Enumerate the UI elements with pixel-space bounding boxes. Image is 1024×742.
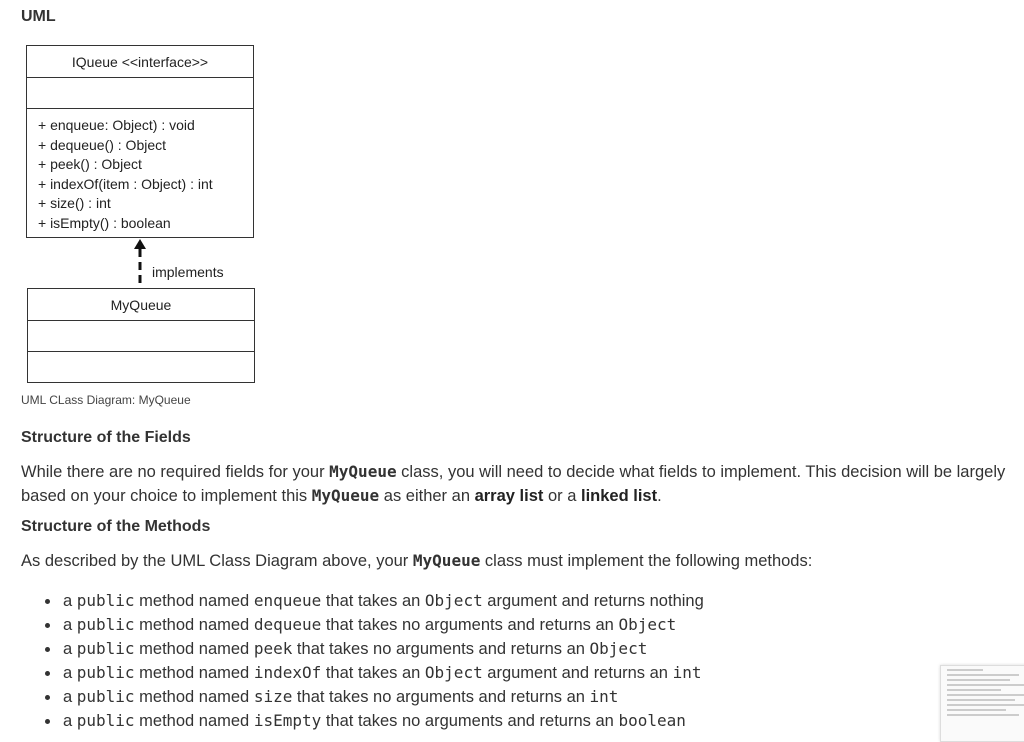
interface-box-iqueue (26, 45, 254, 238)
inline-code: MyQueue (412, 551, 481, 570)
methods-list (21, 589, 704, 733)
class-methods-compartment (28, 352, 254, 382)
class-title: MyQueue (28, 289, 254, 321)
methods-heading: Structure of the Methods (21, 518, 211, 535)
bold-term: array list (474, 487, 544, 505)
list-item: • a public method named enqueue that takes an Object argument and returns nothing (61, 589, 704, 613)
uml-method: + enqueue: Object) : void (38, 117, 195, 133)
list-item: • a public method named peek that takes no arguments and returns an Object (61, 637, 704, 661)
class-box-myqueue (27, 288, 255, 383)
interface-title: IQueue <<interface>> (27, 46, 253, 78)
inline-code: MyQueue (311, 486, 380, 505)
uml-class-diagram (0, 0, 300, 390)
uml-method: + dequeue() : Object (38, 136, 167, 153)
uml-method: + peek() : Object (38, 156, 142, 172)
inline-code: MyQueue (329, 462, 397, 481)
list-item: • a public method named dequeue that takes no arguments and returns an Object (61, 613, 704, 637)
uml-method: + isEmpty() : boolean (38, 214, 171, 231)
interface-fields-compartment (27, 78, 253, 109)
uml-method: + size() : int (38, 195, 111, 211)
methods-intro: As described by the UML Class Diagram above, your MyQueue class must implement the following methods: (21, 551, 813, 570)
page-heading: UML (21, 8, 56, 25)
fields-paragraph: While there are no required fields for your MyQueue class, you will need to decide what fields to implement. This decision will be largely based on your choice to implement this MyQueue as either an array list or a linked list. (21, 462, 1006, 505)
interface-methods-compartment (27, 109, 253, 233)
page-thumbnail[interactable] (940, 665, 1024, 742)
list-item: • a public method named indexOf that takes an Object argument and returns an int (61, 661, 704, 685)
diagram-caption: UML CLass Diagram: MyQueue (21, 393, 191, 407)
implements-arrow (130, 238, 150, 290)
implements-label: implements (152, 264, 224, 280)
class-fields-compartment (28, 321, 254, 352)
fields-heading: Structure of the Fields (21, 429, 191, 446)
bold-term: linked list (580, 487, 658, 505)
list-item: • a public method named size that takes no arguments and returns an int (61, 685, 704, 709)
list-item: • a public method named isEmpty that takes no arguments and returns an boolean (61, 709, 704, 733)
uml-method: + indexOf(item : Object) : int (38, 175, 213, 192)
